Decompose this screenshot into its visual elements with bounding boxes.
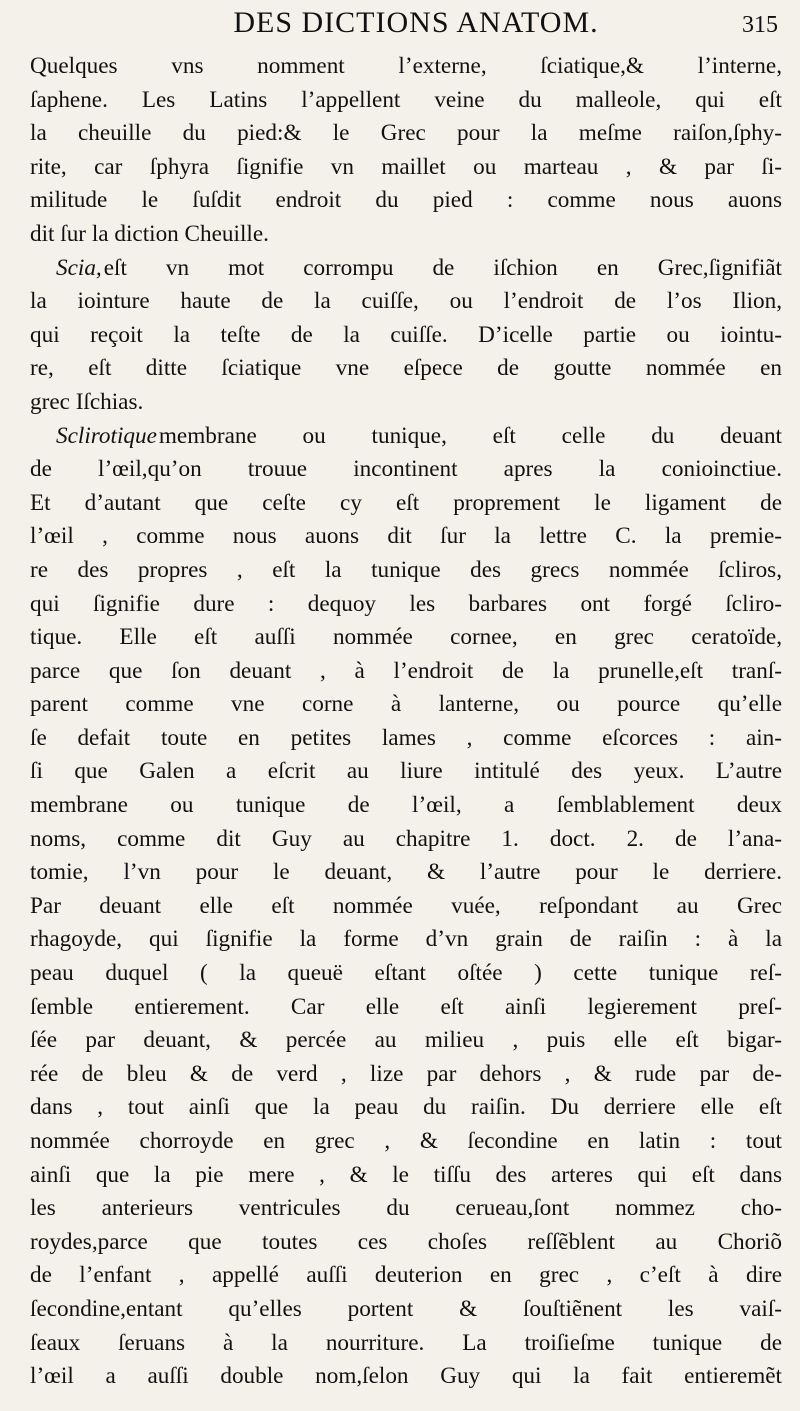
text-line bbox=[30, 252, 782, 286]
text-line bbox=[30, 655, 782, 689]
text-line bbox=[30, 823, 782, 857]
text-line bbox=[30, 453, 782, 487]
line-text: nommée chorroyde en grec , & ſecondine en latin : tout bbox=[30, 1128, 782, 1154]
line-text: les anterieurs ventricules du cerueau,ſont nommez cho- bbox=[30, 1195, 782, 1222]
line-text: l’œil , comme nous auons dit ſur la lettre C. la premie- bbox=[30, 523, 782, 550]
text-line bbox=[30, 386, 782, 420]
line-text: tique. Elle eſt auſſi nommée cornee, en grec ceratoïde, bbox=[30, 624, 782, 651]
line-text: ſe defait toute en petites lames , comme eſcorces : ain- bbox=[30, 724, 782, 751]
text-line bbox=[30, 319, 782, 353]
text-line bbox=[30, 890, 782, 924]
line-text: ainſi que la pie mere , & le tiſſu des arteres qui eſt dans bbox=[30, 1161, 782, 1188]
line-text: de l’enfant , appellé auſſi deuterion en grec , c’eſt à dire bbox=[30, 1262, 782, 1289]
text-line bbox=[30, 1360, 782, 1394]
text-line bbox=[30, 1024, 782, 1058]
text-line bbox=[30, 285, 782, 319]
text-line bbox=[30, 789, 782, 823]
text-line bbox=[30, 923, 782, 957]
text-line bbox=[30, 1058, 782, 1092]
body-text bbox=[30, 50, 782, 1394]
text-line bbox=[30, 1125, 782, 1159]
text-line bbox=[30, 1226, 782, 1260]
text-line bbox=[30, 1293, 782, 1327]
text-line bbox=[30, 957, 782, 991]
text-line bbox=[30, 688, 782, 722]
line-text: de l’œil,qu’on trouue incontinent apres la conioinctiue. bbox=[30, 456, 782, 483]
text-line bbox=[30, 520, 782, 554]
line-text: ſemble entierement. Car elle eſt ainſi legierement preſ- bbox=[30, 993, 782, 1020]
line-text: grec Iſchias. bbox=[30, 388, 144, 415]
line-text: noms, comme dit Guy au chapitre 1. doct. 2. de l’ana- bbox=[30, 825, 782, 852]
text-line bbox=[30, 1091, 782, 1125]
line-text: ſeaux ſeruans à la nourriture. La troiſieſme tunique de bbox=[30, 1329, 782, 1356]
line-text: tomie, l’vn pour le deuant, & l’autre pour le derriere. bbox=[30, 859, 782, 886]
line-text: Quelques vns nomment l’externe, ſciatique,& l’interne, bbox=[30, 53, 782, 79]
line-text: ſecondine,entant qu’elles portent & ſouſtiẽnent les vaiſ- bbox=[30, 1295, 782, 1322]
line-text: parent comme vne corne à lanterne, ou pource qu’elle bbox=[30, 691, 782, 718]
line-text: parce que ſon deuant , à l’endroit de la prunelle,eſt tranſ- bbox=[30, 657, 782, 684]
line-text: rhagoyde, qui ſignifie la forme d’vn grain de raiſin : à la bbox=[30, 926, 782, 953]
line-text: re des propres , eſt la tunique des grecs nommée ſcliros, bbox=[30, 556, 782, 583]
line-text: ſi que Galen a eſcrit au liure intitulé des yeux. L’autre bbox=[30, 758, 782, 785]
line-text: Par deuant elle eſt nommée vuée, reſpondant au Grec bbox=[30, 892, 782, 919]
text-line bbox=[30, 218, 782, 252]
line-text: membrane ou tunique, eſt celle du deuant bbox=[158, 422, 782, 449]
text-line bbox=[30, 554, 782, 588]
line-text: ſaphene. Les Latins l’appellent veine du malleole, qui eſt bbox=[30, 86, 782, 113]
text-line bbox=[30, 151, 782, 185]
text-line bbox=[30, 856, 782, 890]
entry-term: Scia, bbox=[56, 254, 102, 281]
page-number: 315 bbox=[742, 12, 778, 38]
line-text: la cheuille du pied:& le Grec pour la meſme raiſon,ſphy- bbox=[30, 120, 782, 147]
line-text: qui reçoit la teſte de la cuiſſe. D’icelle partie ou iointu- bbox=[30, 321, 782, 348]
text-line bbox=[30, 184, 782, 218]
text-line bbox=[30, 991, 782, 1025]
line-text: dit ſur la diction Cheuille. bbox=[30, 220, 269, 247]
text-line bbox=[30, 621, 782, 655]
text-line bbox=[30, 1259, 782, 1293]
line-text: eſt vn mot corrompu de iſchion en Grec,ſignifiãt bbox=[103, 254, 782, 281]
line-text: l’œil a auſſi double nom,ſelon Guy qui la fait entieremẽt bbox=[30, 1363, 782, 1390]
text-line bbox=[30, 1327, 782, 1361]
text-line bbox=[30, 117, 782, 151]
running-head bbox=[30, 6, 782, 48]
line-text: ſée par deuant, & percée au milieu , puis elle eſt bigar- bbox=[30, 1027, 782, 1054]
text-line bbox=[30, 755, 782, 789]
line-text: dans , tout ainſi que la peau du raiſin. Du derriere elle eſt bbox=[30, 1094, 782, 1121]
line-text: Et d’autant que ceſte cy eſt proprement le ligament de bbox=[30, 489, 782, 516]
line-text: roydes,parce que toutes ces choſes reſſẽblent au Choriõ bbox=[30, 1228, 782, 1255]
text-line bbox=[30, 50, 782, 84]
entry-term: Sclirotique bbox=[56, 422, 157, 449]
text-line bbox=[30, 84, 782, 118]
line-text: membrane ou tunique de l’œil, a ſemblablement deux bbox=[30, 792, 782, 819]
text-line bbox=[30, 588, 782, 622]
text-line bbox=[30, 352, 782, 386]
line-text: rite, car ſphyra ſignifie vn maillet ou marteau , & par ſi- bbox=[30, 153, 782, 180]
text-line bbox=[30, 420, 782, 454]
line-text: peau duquel ( la queuë eſtant oſtée ) cette tunique reſ- bbox=[30, 960, 782, 987]
line-text: militude le ſuſdit endroit du pied : comme nous auons bbox=[30, 187, 782, 214]
text-line bbox=[30, 1159, 782, 1193]
line-text: rée de bleu & de verd , lize par dehors , & rude par de- bbox=[30, 1060, 782, 1087]
line-text: la iointure haute de la cuiſſe, ou l’endroit de l’os Ilion, bbox=[30, 288, 782, 315]
running-title: DES DICTIONS ANATOM. bbox=[233, 6, 599, 39]
text-line bbox=[30, 1192, 782, 1226]
text-line bbox=[30, 722, 782, 756]
line-text: re, eſt ditte ſciatique vne eſpece de goutte nommée en bbox=[30, 355, 782, 382]
line-text: qui ſignifie dure : dequoy les barbares ont forgé ſcliro- bbox=[30, 590, 782, 617]
text-line bbox=[30, 487, 782, 521]
